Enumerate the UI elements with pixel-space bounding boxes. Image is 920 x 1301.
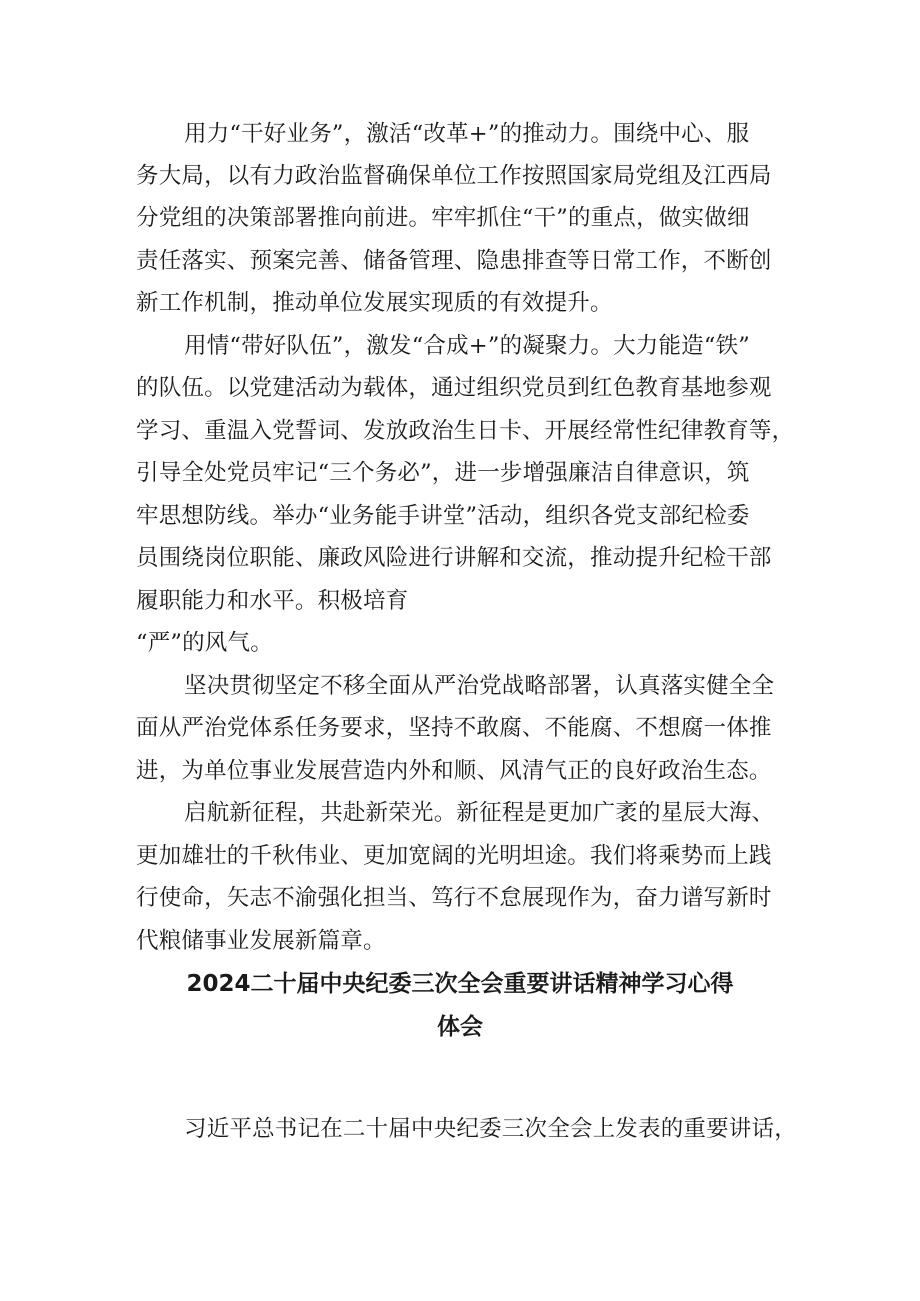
paragraph-2-line-1: 用情“带好队伍”，激发“合成+”的凝聚力。大力能造“铁” xyxy=(184,333,750,359)
paragraph-1-line-2: 务大局，以有力政治监督确保单位工作按照国家局党组及江西局 xyxy=(136,163,772,189)
paragraph-3-line-2: 面从严治党体系任务要求，坚持不敢腐、不能腐、不想腐一体推 xyxy=(136,715,772,741)
paragraph-4-line-2: 更加雄壮的千秋伟业、更加宽阔的光明坦途。我们将乘势而上践 xyxy=(136,843,772,869)
paragraph-1-line-4: 责任落实、预案完善、储备管理、隐患排查等日常工作，不断创 xyxy=(136,248,772,274)
paragraph-4-line-1: 启航新征程，共赴新荣光。新征程是更加广袤的星辰大海、 xyxy=(184,800,775,826)
paragraph-4-line-4: 代粮储事业发展新篇章。 xyxy=(136,928,386,954)
paragraph-2-line-3: 学习、重温入党誓词、发放政治生日卡、开展经常性纪律教育等， xyxy=(136,418,795,444)
section-title-line-1: 2024二十届中央纪委三次全会重要讲话精神学习心得 xyxy=(186,971,734,997)
paragraph-2-line-8: “严”的风气。 xyxy=(136,630,273,656)
paragraph-2-line-5: 牢思想防线。举办“业务能手讲堂”活动，组织各党支部纪检委 xyxy=(136,503,750,529)
paragraph-1-line-5: 新工作机制，推动单位发展实现质的有效提升。 xyxy=(136,290,613,316)
paragraph-2-line-6: 员围绕岗位职能、廉政风险进行讲解和交流，推动提升纪检干部 xyxy=(136,545,772,571)
paragraph-3-line-3: 进，为单位事业发展营造内外和顺、风清气正的良好政治生态。 xyxy=(136,758,772,784)
paragraph-2-line-2: 的队伍。以党建活动为载体，通过组织党员到红色教育基地参观 xyxy=(136,375,772,401)
paragraph-4-line-3: 行使命，矢志不渝强化担当、笃行不怠展现作为，奋力谱写新时 xyxy=(136,885,772,911)
paragraph-2-line-7: 履职能力和水平。积极培育 xyxy=(136,588,409,614)
paragraph-2-line-4: 引导全处党员牢记“三个务必”，进一步增强廉洁自律意识，筑 xyxy=(136,460,750,486)
paragraph-1-line-1: 用力“干好业务”，激活“改革+”的推动力。围绕中心、服 xyxy=(184,121,750,147)
closing-paragraph-line-1: 习近平总书记在二十届中央纪委三次全会上发表的重要讲话， xyxy=(184,1116,797,1142)
section-title-line-2: 体会 xyxy=(437,1014,483,1040)
paragraph-1-line-3: 分党组的决策部署推向前进。牢牢抓住“干”的重点，做实做细 xyxy=(136,205,750,231)
paragraph-3-line-1: 坚决贯彻坚定不移全面从严治党战略部署，认真落实健全全 xyxy=(184,673,775,699)
